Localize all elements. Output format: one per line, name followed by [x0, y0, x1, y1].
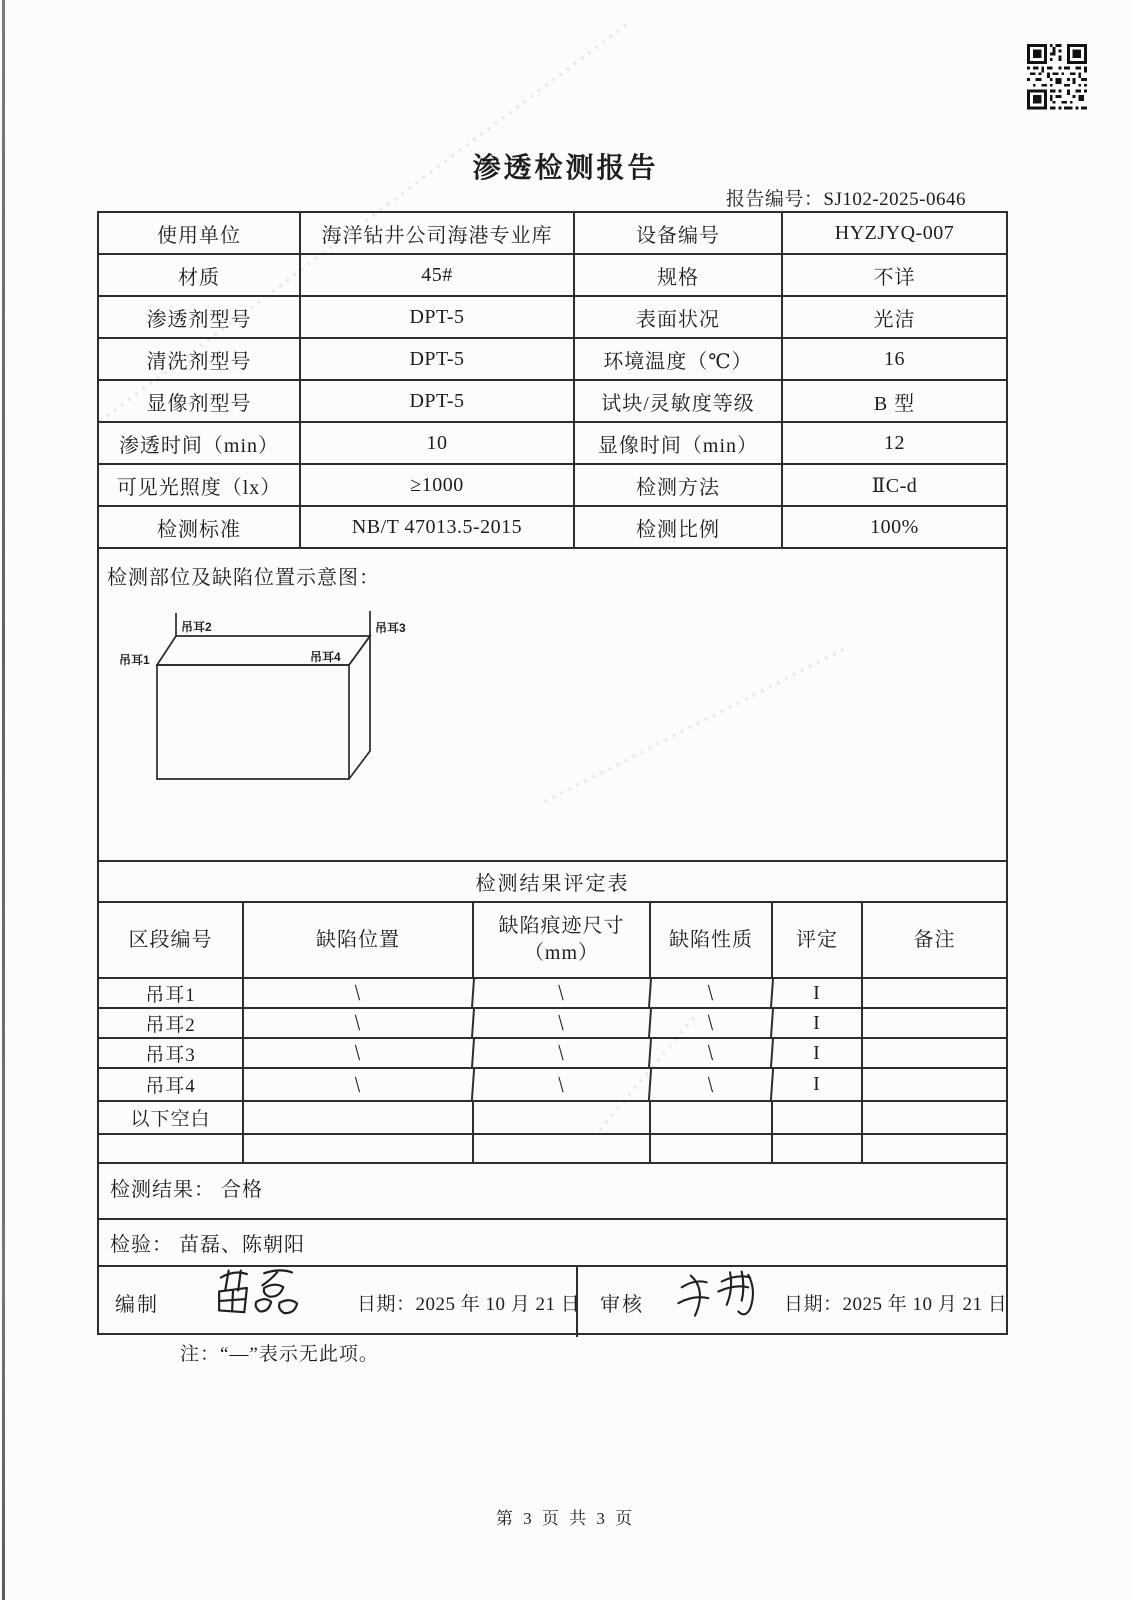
segment-name: 吊耳4 — [99, 1069, 244, 1100]
info-value: 100% — [783, 507, 1006, 549]
info-label: 显像时间（min） — [575, 423, 783, 465]
remarks — [863, 979, 1006, 1007]
info-label: 使用单位 — [99, 213, 301, 255]
reviewed-signature — [670, 1265, 770, 1328]
info-label: 检测方法 — [575, 465, 783, 507]
defect-nature — [651, 1102, 773, 1133]
info-label: 检测比例 — [575, 507, 783, 549]
inspector-label: 检验： — [110, 1234, 173, 1256]
segment-name: 以下空白 — [99, 1102, 244, 1133]
defect-location — [244, 1102, 474, 1133]
results-table-title: 检测结果评定表 — [99, 860, 1006, 903]
footnote: 注：“—”表示无此项。 — [180, 1344, 379, 1365]
info-label: 渗透时间（min） — [99, 423, 301, 465]
prepared-by-cell — [99, 1267, 581, 1337]
defect-location — [244, 1135, 474, 1162]
prepared-date — [357, 1289, 580, 1316]
results-column-header: 评定 — [773, 903, 863, 977]
test-result-label: 检测结果： — [110, 1179, 215, 1201]
results-row — [99, 1009, 1006, 1039]
results-row — [99, 1135, 1006, 1162]
results-column-header: 区段编号 — [99, 903, 244, 977]
results-row — [99, 979, 1006, 1009]
results-column-header: 缺陷性质 — [651, 903, 773, 977]
report-number-label: 报告编号： — [725, 189, 824, 210]
remarks — [863, 1102, 1006, 1133]
results-column-header: 备注 — [913, 928, 956, 951]
inspector-band — [99, 1218, 1006, 1265]
reviewed-date — [784, 1289, 1007, 1316]
info-value: 12 — [783, 423, 1006, 465]
lug-label-2: 吊耳2 — [181, 620, 212, 634]
results-row — [99, 1039, 1006, 1069]
results-column-header — [474, 903, 651, 977]
info-label: 可见光照度（lx） — [99, 465, 301, 507]
evaluation-grade: I — [773, 1039, 863, 1067]
test-result-value: 合格 — [221, 1179, 263, 1201]
info-value: 光洁 — [783, 297, 1006, 339]
results-column-header: 缺陷位置 — [244, 903, 474, 977]
defect-size: \ — [473, 1009, 652, 1037]
schematic-section-label: 检测部位及缺陷位置示意图： — [107, 567, 380, 589]
info-value: DPT-5 — [301, 297, 575, 339]
remarks — [863, 1135, 1006, 1162]
prepared-date-value: 2025 年 10 月 21 日 — [415, 1293, 581, 1315]
info-value: DPT-5 — [301, 339, 575, 381]
defect-location: \ — [243, 979, 475, 1007]
defect-size — [474, 1135, 651, 1162]
info-value: 16 — [783, 339, 1006, 381]
info-label: 清洗剂型号 — [99, 339, 301, 381]
evaluation-grade — [773, 1102, 863, 1133]
info-value: ⅡC-d — [783, 465, 1006, 507]
evaluation-grade: I — [773, 1069, 863, 1100]
signoff-row — [99, 1265, 1006, 1337]
results-column-header-line2: （mm） — [523, 942, 600, 964]
evaluation-grade: I — [773, 1009, 863, 1037]
reviewed-date-value: 2025 年 10 月 21 日 — [842, 1293, 1008, 1315]
info-label: 检测标准 — [99, 507, 301, 549]
info-value: DPT-5 — [301, 381, 575, 423]
results-header-row — [99, 903, 1006, 979]
test-result-band — [99, 1162, 1006, 1218]
info-value: 45# — [301, 255, 575, 297]
info-value: 海洋钻井公司海港专业库 — [301, 213, 575, 255]
info-value: HYZJYQ-007 — [783, 213, 1006, 255]
lug-label-4: 吊耳4 — [310, 650, 341, 664]
evaluation-grade — [773, 1135, 863, 1162]
info-value: B 型 — [783, 381, 1006, 423]
schematic-section — [99, 549, 1006, 860]
report-number-value: SJ102-2025-0646 — [823, 189, 966, 210]
results-column-header-line1: 缺陷痕迹尺寸 — [498, 915, 625, 937]
defect-size: \ — [473, 979, 652, 1007]
prepared-by-label: 编制 — [115, 1293, 159, 1316]
defect-size — [474, 1102, 651, 1133]
remarks — [863, 1069, 1006, 1100]
defect-nature — [651, 1135, 773, 1162]
info-value: ≥1000 — [301, 465, 575, 507]
segment-name: 吊耳1 — [99, 979, 244, 1007]
reviewed-date-label: 日期： — [784, 1293, 843, 1315]
lifting-lug-diagram — [113, 601, 443, 841]
report-number — [726, 184, 966, 211]
info-label: 规格 — [575, 255, 783, 297]
defect-nature: \ — [650, 979, 774, 1007]
reviewed-by-cell — [578, 1267, 1006, 1337]
defect-size: \ — [473, 1069, 652, 1100]
segment-name: 吊耳2 — [99, 1009, 244, 1037]
scan-edge-artifact — [2, 0, 5, 1600]
defect-nature: \ — [650, 1069, 774, 1100]
reviewed-by-label: 审核 — [600, 1293, 644, 1316]
prepared-date-label: 日期： — [357, 1293, 416, 1315]
prepared-signature — [207, 1265, 311, 1328]
segment-name: 吊耳3 — [99, 1039, 244, 1067]
report-table — [97, 211, 1008, 1335]
defect-nature: \ — [650, 1009, 774, 1037]
info-value: 不详 — [783, 255, 1006, 297]
lug-label-3: 吊耳3 — [375, 621, 406, 635]
defect-size: \ — [473, 1039, 652, 1067]
results-row — [99, 1102, 1006, 1135]
defect-location: \ — [243, 1069, 475, 1100]
evaluation-grade: I — [773, 979, 863, 1007]
info-label: 渗透剂型号 — [99, 297, 301, 339]
results-row — [99, 1069, 1006, 1102]
segment-name — [99, 1135, 244, 1162]
info-value: NB/T 47013.5-2015 — [301, 507, 575, 549]
info-label: 显像剂型号 — [99, 381, 301, 423]
defect-location: \ — [243, 1039, 475, 1067]
info-label: 试块/灵敏度等级 — [575, 381, 783, 423]
defect-nature: \ — [650, 1039, 774, 1067]
info-label: 环境温度（℃） — [575, 339, 783, 381]
info-label: 设备编号 — [575, 213, 783, 255]
page-number: 第 3 页 共 3 页 — [495, 1509, 636, 1528]
remarks — [863, 1009, 1006, 1037]
info-label: 材质 — [99, 255, 301, 297]
info-label: 表面状况 — [575, 297, 783, 339]
info-table — [99, 213, 1006, 549]
inspector-names: 苗磊、陈朝阳 — [179, 1234, 305, 1256]
page-title: 渗透检测报告 — [472, 153, 659, 184]
info-value: 10 — [301, 423, 575, 465]
qr-code — [1021, 44, 1093, 115]
lug-label-1: 吊耳1 — [119, 653, 150, 667]
remarks — [863, 1039, 1006, 1067]
defect-location: \ — [243, 1009, 475, 1037]
